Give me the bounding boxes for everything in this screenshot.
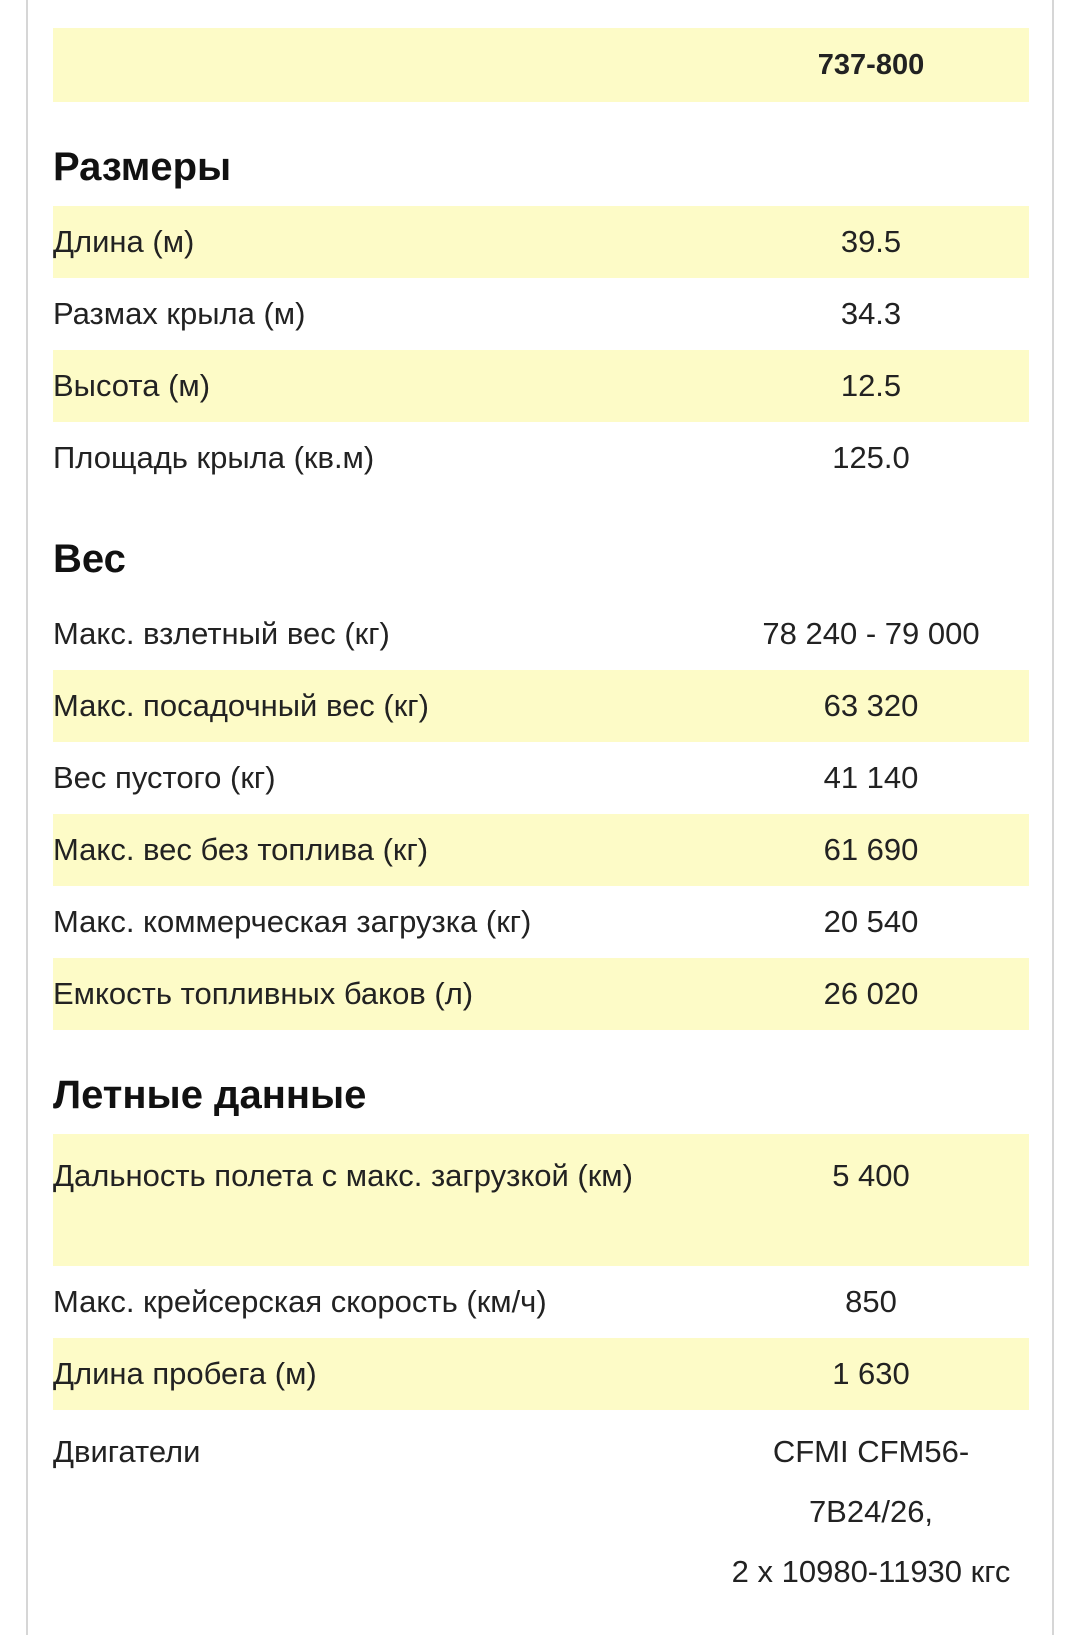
row-label: Длина (м) xyxy=(53,224,195,259)
header-model: 737-800 xyxy=(817,49,925,81)
row-label: Макс. взлетный вес (кг) xyxy=(53,616,390,651)
row-value: 26 020 xyxy=(823,976,919,1011)
table-row xyxy=(53,278,1029,350)
row-value: 1 630 xyxy=(832,1356,910,1391)
row-value: 12.5 xyxy=(840,368,902,403)
row-label: Макс. крейсерская скорость (км/ч) xyxy=(53,1284,547,1319)
left-border xyxy=(0,0,28,1635)
table-row xyxy=(53,814,1029,886)
row-value: 63 320 xyxy=(823,688,919,723)
row-label: Высота (м) xyxy=(53,368,211,403)
row-label: Размах крыла (м) xyxy=(53,296,306,331)
table-row xyxy=(53,1134,1029,1266)
row-label: Макс. коммерческая загрузка (кг) xyxy=(53,904,532,939)
table-row xyxy=(53,1410,1029,1610)
row-label: Дальность полета с макс. загрузкой (км) xyxy=(53,1158,633,1193)
table-row xyxy=(53,670,1029,742)
row-value: 125.0 xyxy=(832,440,910,475)
row-label: Двигатели xyxy=(53,1434,201,1469)
table-row xyxy=(53,958,1029,1030)
row-value: 39.5 xyxy=(840,224,902,259)
engines-line: CFMI CFM56- xyxy=(772,1434,970,1469)
table-header xyxy=(53,28,1029,102)
table-row xyxy=(53,1266,1029,1338)
row-label: Вес пустого (кг) xyxy=(53,760,276,795)
row-value: 5 400 xyxy=(832,1158,910,1193)
table-row xyxy=(53,742,1029,814)
row-value: 41 140 xyxy=(823,760,919,795)
section-title-weight: Вес xyxy=(53,537,126,581)
table-row xyxy=(53,422,1029,494)
table-row xyxy=(53,886,1029,958)
engines-line: 7B24/26, xyxy=(808,1494,934,1529)
engines-value xyxy=(713,1422,1029,1602)
row-label: Длина пробега (м) xyxy=(53,1356,317,1391)
specs-table xyxy=(53,28,1029,1610)
engines-line: 2 x 10980-11930 кгс xyxy=(731,1554,1011,1589)
section-title-dimensions: Размеры xyxy=(53,145,232,189)
row-value: 61 690 xyxy=(823,832,919,867)
row-value: 850 xyxy=(845,1284,897,1319)
right-border xyxy=(1052,0,1080,1635)
row-label: Емкость топливных баков (л) xyxy=(53,976,474,1011)
table-row xyxy=(53,598,1029,670)
row-value: 34.3 xyxy=(840,296,902,331)
row-label: Макс. вес без топлива (кг) xyxy=(53,832,429,867)
row-label: Макс. посадочный вес (кг) xyxy=(53,688,429,723)
row-value: 78 240 - 79 000 xyxy=(762,616,980,651)
section-title-flight: Летные данные xyxy=(53,1073,367,1117)
row-value: 20 540 xyxy=(823,904,919,939)
table-row xyxy=(53,1338,1029,1410)
table-row xyxy=(53,206,1029,278)
table-row xyxy=(53,350,1029,422)
row-label: Площадь крыла (кв.м) xyxy=(53,440,375,475)
